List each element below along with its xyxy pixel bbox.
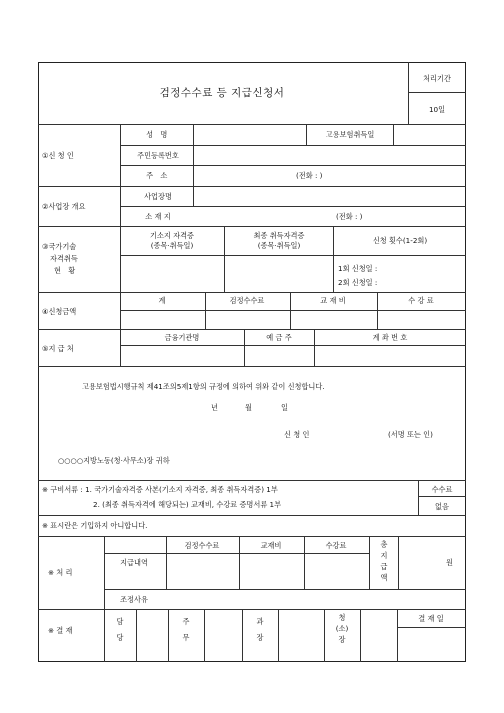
attachments-line2: 2. (최종 취득자격에 해당되는) 교재비, 수강료 증명서류 1부	[93, 500, 282, 509]
rule	[38, 329, 466, 330]
date-day[interactable]: 일	[281, 403, 288, 412]
approval-head-sign[interactable]	[361, 610, 396, 661]
total-amount-field[interactable]	[399, 537, 444, 588]
approval-chief-sign[interactable]	[205, 610, 241, 661]
approval-head-3: 장	[338, 635, 346, 644]
total-char-4: 액	[380, 573, 388, 582]
approval-manager-1: 과	[256, 617, 264, 626]
rule	[104, 536, 105, 662]
rule	[418, 480, 419, 515]
rule	[38, 292, 466, 293]
business-location-label: 소 재 지	[145, 212, 171, 221]
fee-value: 없음	[435, 502, 449, 511]
approval-staff-1: 담	[116, 617, 124, 626]
qual-last-cert-field[interactable]	[225, 256, 332, 291]
rule	[168, 609, 169, 662]
rule	[333, 226, 334, 292]
proc-exam-fee-field[interactable]	[167, 554, 238, 588]
approval-date-label: 결 재 일	[418, 614, 444, 623]
rule	[38, 515, 466, 516]
proc-exam-fee-label: 검정수수료	[184, 541, 220, 550]
approval-date-field[interactable]	[398, 628, 465, 661]
second-apply-date[interactable]: 2회 신청일 :	[338, 278, 378, 287]
qual-col2-title: 최종 취득자격증	[253, 231, 305, 240]
name-field[interactable]	[194, 125, 305, 144]
total-char-1: 총	[380, 540, 388, 549]
rule	[38, 609, 466, 610]
rule	[324, 609, 325, 662]
proc-tuition-label: 수강료	[325, 541, 347, 550]
signer-label: 신 청 인	[284, 430, 310, 439]
name-label: 성 명	[146, 130, 170, 139]
amount-total-label: 계	[158, 296, 166, 305]
bank-label: 금융기관명	[164, 333, 200, 342]
qual-col1-sub: (종목·취득일)	[150, 241, 194, 250]
total-char-2: 지	[380, 551, 388, 560]
rule	[38, 226, 466, 227]
payment-details-label: 지급내역	[120, 558, 148, 567]
rule	[369, 536, 370, 589]
rrn-label: 주민등록번호	[137, 151, 179, 160]
qual-first-cert-field[interactable]	[121, 256, 223, 291]
amount-textbook-label: 교 재 비	[320, 296, 346, 305]
proc-textbook-label: 교재비	[260, 541, 282, 550]
amount-tuition-field[interactable]	[378, 311, 465, 328]
address-label: 주 소	[146, 171, 170, 180]
applicant-phone[interactable]: (전화 : )	[296, 171, 323, 180]
business-name-label: 사업장명	[144, 192, 172, 201]
first-apply-date[interactable]: 1회 신청일 :	[338, 264, 378, 273]
approval-chief-2: 무	[182, 633, 190, 642]
rule	[408, 92, 466, 93]
approval-head-2: (소)	[335, 624, 349, 633]
attachments-line1: ※ 구비서류 : 1. 국가기술자격증 사본(기소지 자격증, 최종 취득자격증) 1부	[42, 485, 278, 494]
section-qualification-3: 현 황	[54, 266, 78, 275]
form-title: 검정수수료 등 지급신청서	[159, 87, 285, 99]
qual-col1-title: 기소지 자격증	[150, 231, 194, 240]
recipient: ○○○○지방노동(청·사무소)장 귀하	[58, 456, 170, 465]
approval-manager-2: 장	[256, 633, 264, 642]
declaration-text: 고용보험법시행규칙 제41조의5제1항의 규정에 의하여 위와 같이 신청합니다.	[82, 382, 325, 391]
amount-exam-fee-label: 검정수수료	[229, 296, 265, 305]
section-approval: ※ 결 재	[48, 626, 73, 635]
account-label: 계 좌 번 호	[372, 333, 408, 342]
address-field[interactable]	[194, 166, 294, 185]
section-processing: ※ 처 리	[48, 568, 73, 577]
date-year[interactable]: 년	[211, 403, 218, 412]
account-field[interactable]	[315, 346, 465, 365]
approval-staff-2: 당	[116, 633, 124, 642]
section-qualification-2: 자격취득	[50, 254, 78, 263]
proc-textbook-field[interactable]	[240, 554, 303, 588]
insurance-date-field[interactable]	[394, 125, 465, 144]
section-amount: ④신청금액	[42, 307, 77, 316]
rule	[120, 124, 121, 366]
section-applicant: ①신 청 인	[42, 151, 74, 160]
rule	[38, 480, 466, 481]
amount-textbook-field[interactable]	[291, 311, 376, 328]
bank-field[interactable]	[121, 346, 243, 365]
total-char-3: 급	[380, 562, 388, 571]
business-phone[interactable]: (전화 : )	[336, 212, 363, 221]
business-name-field[interactable]	[194, 187, 465, 205]
rule	[306, 124, 307, 145]
approval-staff-sign[interactable]	[137, 610, 167, 661]
rule	[418, 496, 466, 497]
amount-exam-fee-field[interactable]	[206, 311, 289, 328]
amount-tuition-label: 수 강 료	[408, 296, 434, 305]
won-unit: 원	[446, 558, 453, 567]
holder-label: 예 금 주	[266, 333, 292, 342]
date-month[interactable]: 월	[245, 403, 252, 412]
notice-text: ※ 표시란은 기입하지 아니합니다.	[42, 521, 148, 530]
approval-manager-sign[interactable]	[279, 610, 323, 661]
rule	[408, 62, 409, 124]
section-qualification: ③국가기술	[42, 242, 77, 251]
adjust-reason-label: 조정사유	[120, 595, 148, 604]
business-location-field[interactable]	[194, 207, 334, 225]
fee-label: 수수료	[431, 485, 453, 494]
processing-period-value: 10일	[428, 105, 446, 114]
rrn-field[interactable]	[194, 146, 465, 164]
proc-tuition-field[interactable]	[305, 554, 368, 588]
approval-chief-1: 주	[182, 617, 190, 626]
rule	[38, 366, 466, 367]
qual-col2-sub: (종목·취득일)	[257, 241, 301, 250]
qual-col3-title: 신청 횟수(1-2회)	[372, 236, 428, 245]
adjust-reason-field[interactable]	[167, 590, 465, 608]
holder-field[interactable]	[245, 346, 313, 365]
rule	[242, 609, 243, 662]
signature-field[interactable]: (서명 또는 인)	[388, 430, 433, 439]
approval-head-1: 청	[338, 613, 346, 622]
amount-total-field[interactable]	[121, 311, 204, 328]
processing-period-label: 처리기간	[423, 74, 451, 83]
insurance-date-label: 고용보험취득일	[325, 130, 375, 139]
section-business: ②사업장 개요	[42, 202, 86, 211]
section-payee: ⑤지 급 처	[42, 344, 74, 353]
